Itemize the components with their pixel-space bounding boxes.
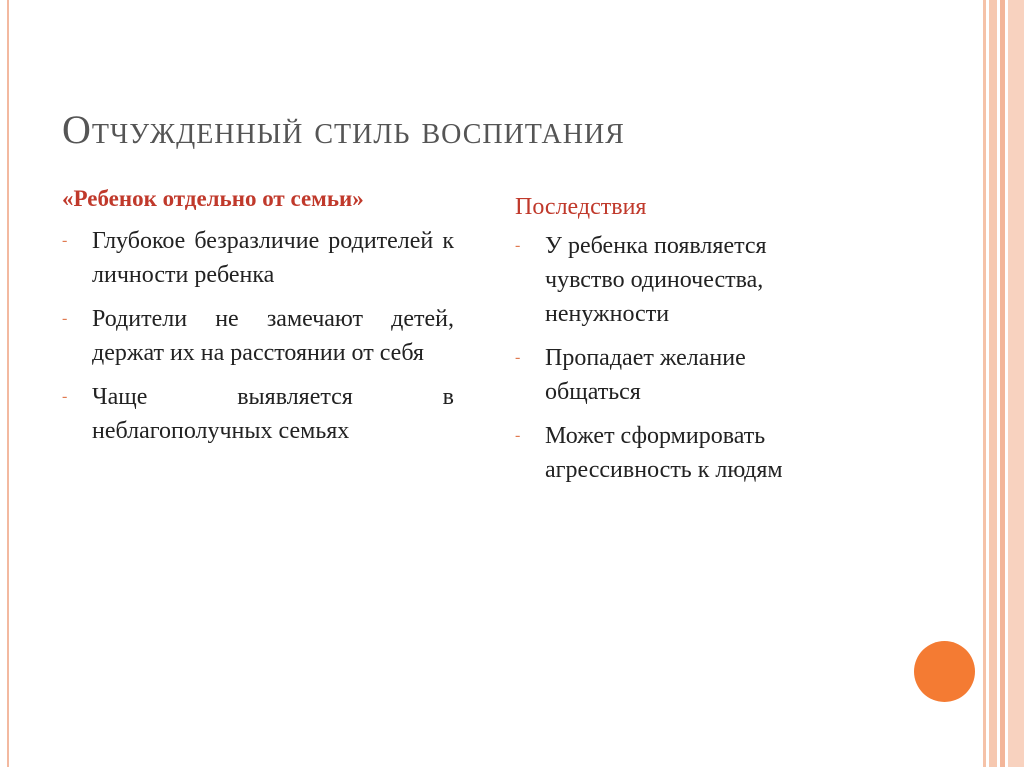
list-item-text: У ребенка появляется чувство одиночества, ненужности xyxy=(545,233,767,327)
slide-title: Отчужденный стиль воспитания xyxy=(62,107,625,152)
right-stripe xyxy=(1008,0,1024,767)
list-item xyxy=(515,341,845,409)
right-stripe xyxy=(983,0,986,767)
left-bullet-list xyxy=(62,224,454,448)
list-item xyxy=(62,224,454,292)
left-border-line xyxy=(7,0,9,767)
dash-bullet-icon: - xyxy=(515,427,521,444)
right-stripe xyxy=(989,0,997,767)
list-item-text: Глубокое безразличие родителей к личности ребенка xyxy=(92,228,454,288)
list-item-text: Может сформировать агрессивность к людям xyxy=(545,423,783,483)
dash-bullet-icon: - xyxy=(62,388,68,405)
list-item xyxy=(62,380,454,448)
right-column xyxy=(515,186,845,497)
right-column-heading: Последствия xyxy=(515,194,647,220)
dash-bullet-icon: - xyxy=(515,349,521,366)
dash-bullet-icon: - xyxy=(515,237,521,254)
left-column-heading: «Ребенок отдельно от семьи» xyxy=(62,186,364,211)
orange-circle-decoration xyxy=(914,641,975,702)
left-column xyxy=(62,186,454,458)
right-bullet-list xyxy=(515,229,845,487)
list-item-text: Пропадает желание общаться xyxy=(545,345,746,405)
right-stripe xyxy=(1000,0,1005,767)
dash-bullet-icon: - xyxy=(62,232,68,249)
list-item xyxy=(515,419,845,487)
list-item xyxy=(515,229,845,331)
dash-bullet-icon: - xyxy=(62,310,68,327)
list-item xyxy=(62,302,454,370)
list-item-text: Чаще выявляется в неблагополучных семьях xyxy=(92,384,454,444)
list-item-text: Родители не замечают детей, держат их на расстоянии от себя xyxy=(92,306,454,366)
